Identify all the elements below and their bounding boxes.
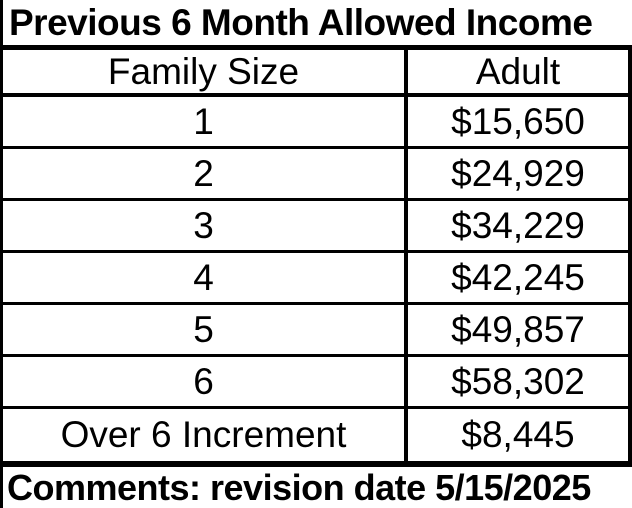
adult-amount-cell: $8,445: [461, 414, 575, 455]
table-row: [3, 201, 628, 253]
family-size-cell: 3: [3, 201, 408, 250]
family-size-column-header: Family Size: [3, 50, 408, 93]
adult-amount-cell: $24,929: [451, 152, 585, 194]
family-size-cell: 2: [3, 149, 408, 198]
table-row: [3, 357, 628, 409]
income-table: [0, 50, 632, 461]
family-size-cell: Over 6 Increment: [3, 409, 408, 461]
table-row: [3, 97, 628, 149]
adult-amount-cell: $15,650: [451, 100, 585, 142]
family-size-cell: 6: [3, 357, 408, 406]
family-size-cell: 5: [3, 305, 408, 354]
header-row: [3, 50, 628, 97]
adult-amount-cell: $34,229: [451, 204, 585, 246]
table-title: Previous 6 Month Allowed Income: [0, 0, 632, 45]
family-size-cell: 1: [3, 97, 408, 146]
table-row: [3, 305, 628, 357]
table-row-over-6-increment: [3, 409, 628, 461]
adult-column-header: Adult: [475, 50, 561, 92]
adult-amount-cell: $49,857: [451, 308, 585, 350]
table-row: [3, 149, 628, 201]
adult-amount-cell: $42,245: [451, 256, 585, 298]
comments-text: Comments: revision date 5/15/2025: [0, 467, 632, 508]
adult-amount-cell: $58,302: [451, 360, 585, 402]
family-size-cell: 4: [3, 253, 408, 302]
table-row: [3, 253, 628, 305]
